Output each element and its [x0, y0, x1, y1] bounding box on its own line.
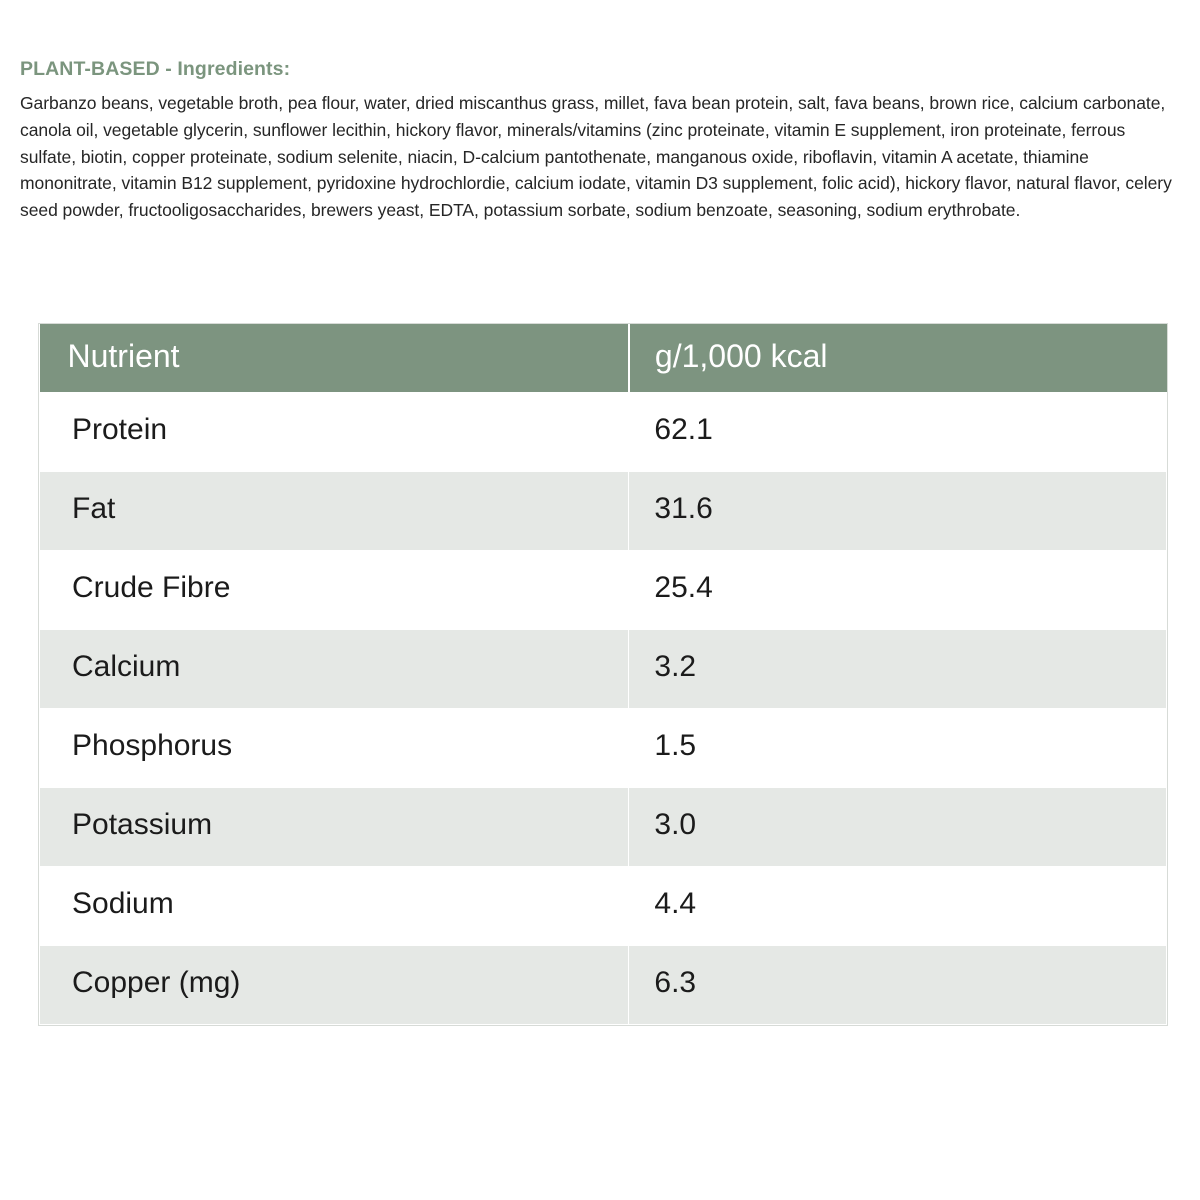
cell-value: 62.1: [629, 392, 1167, 471]
nutrient-table: [39, 324, 1167, 1024]
table-row: [40, 866, 1167, 945]
nutrient-table-container: [38, 323, 1168, 1025]
table-row: [40, 708, 1167, 787]
ingredients-heading: PLANT-BASED - Ingredients:: [20, 58, 291, 80]
cell-value: 6.3: [629, 945, 1167, 1024]
table-row: [40, 471, 1167, 550]
table-header: [40, 324, 1167, 392]
cell-value: 3.2: [629, 629, 1167, 708]
ingredients-section: [20, 58, 1180, 223]
cell-nutrient: Protein: [40, 392, 629, 471]
table-row: [40, 550, 1167, 629]
cell-nutrient: Copper (mg): [40, 945, 629, 1024]
cell-nutrient: Phosphorus: [40, 708, 629, 787]
cell-value: 1.5: [629, 708, 1167, 787]
cell-value: 25.4: [629, 550, 1167, 629]
table-row: [40, 629, 1167, 708]
table-row: [40, 787, 1167, 866]
column-header-nutrient: Nutrient: [40, 324, 629, 392]
table-body: [40, 392, 1167, 1024]
table-row: [40, 945, 1167, 1024]
cell-nutrient: Crude Fibre: [40, 550, 629, 629]
cell-value: 3.0: [629, 787, 1167, 866]
ingredients-text: Garbanzo beans, vegetable broth, pea flour, water, dried miscanthus grass, millet, fava bean protein, salt, fava beans, brown rice, calcium carbonate, canola oil, vegetable glycerin, sunflower lecithin, hickory flavor, minerals/vitamins (zinc proteinate, vitamin E supplement, iron proteinate, ferrous sulfate, biotin, copper proteinate, sodium selenite, niacin, D-calcium pantothenate, manganous oxide, riboflavin, vitamin A acetate, thiamine mononitrate, vitamin B12 supplement, pyridoxine hydrochlordie, calcium iodate, vitamin D3 supplement, folic acid), hickory flavor, natural flavor, celery seed powder, fructooligosaccharides, brewers yeast, EDTA, potassium sorbate, sodium benzoate, seasoning, sodium erythrobate.: [20, 93, 1172, 220]
column-header-value: g/1,000 kcal: [629, 324, 1167, 392]
cell-value: 31.6: [629, 471, 1167, 550]
cell-nutrient: Calcium: [40, 629, 629, 708]
cell-nutrient: Fat: [40, 471, 629, 550]
table-row: [40, 392, 1167, 471]
cell-nutrient: Potassium: [40, 787, 629, 866]
table-header-row: [40, 324, 1167, 392]
cell-value: 4.4: [629, 866, 1167, 945]
cell-nutrient: Sodium: [40, 866, 629, 945]
